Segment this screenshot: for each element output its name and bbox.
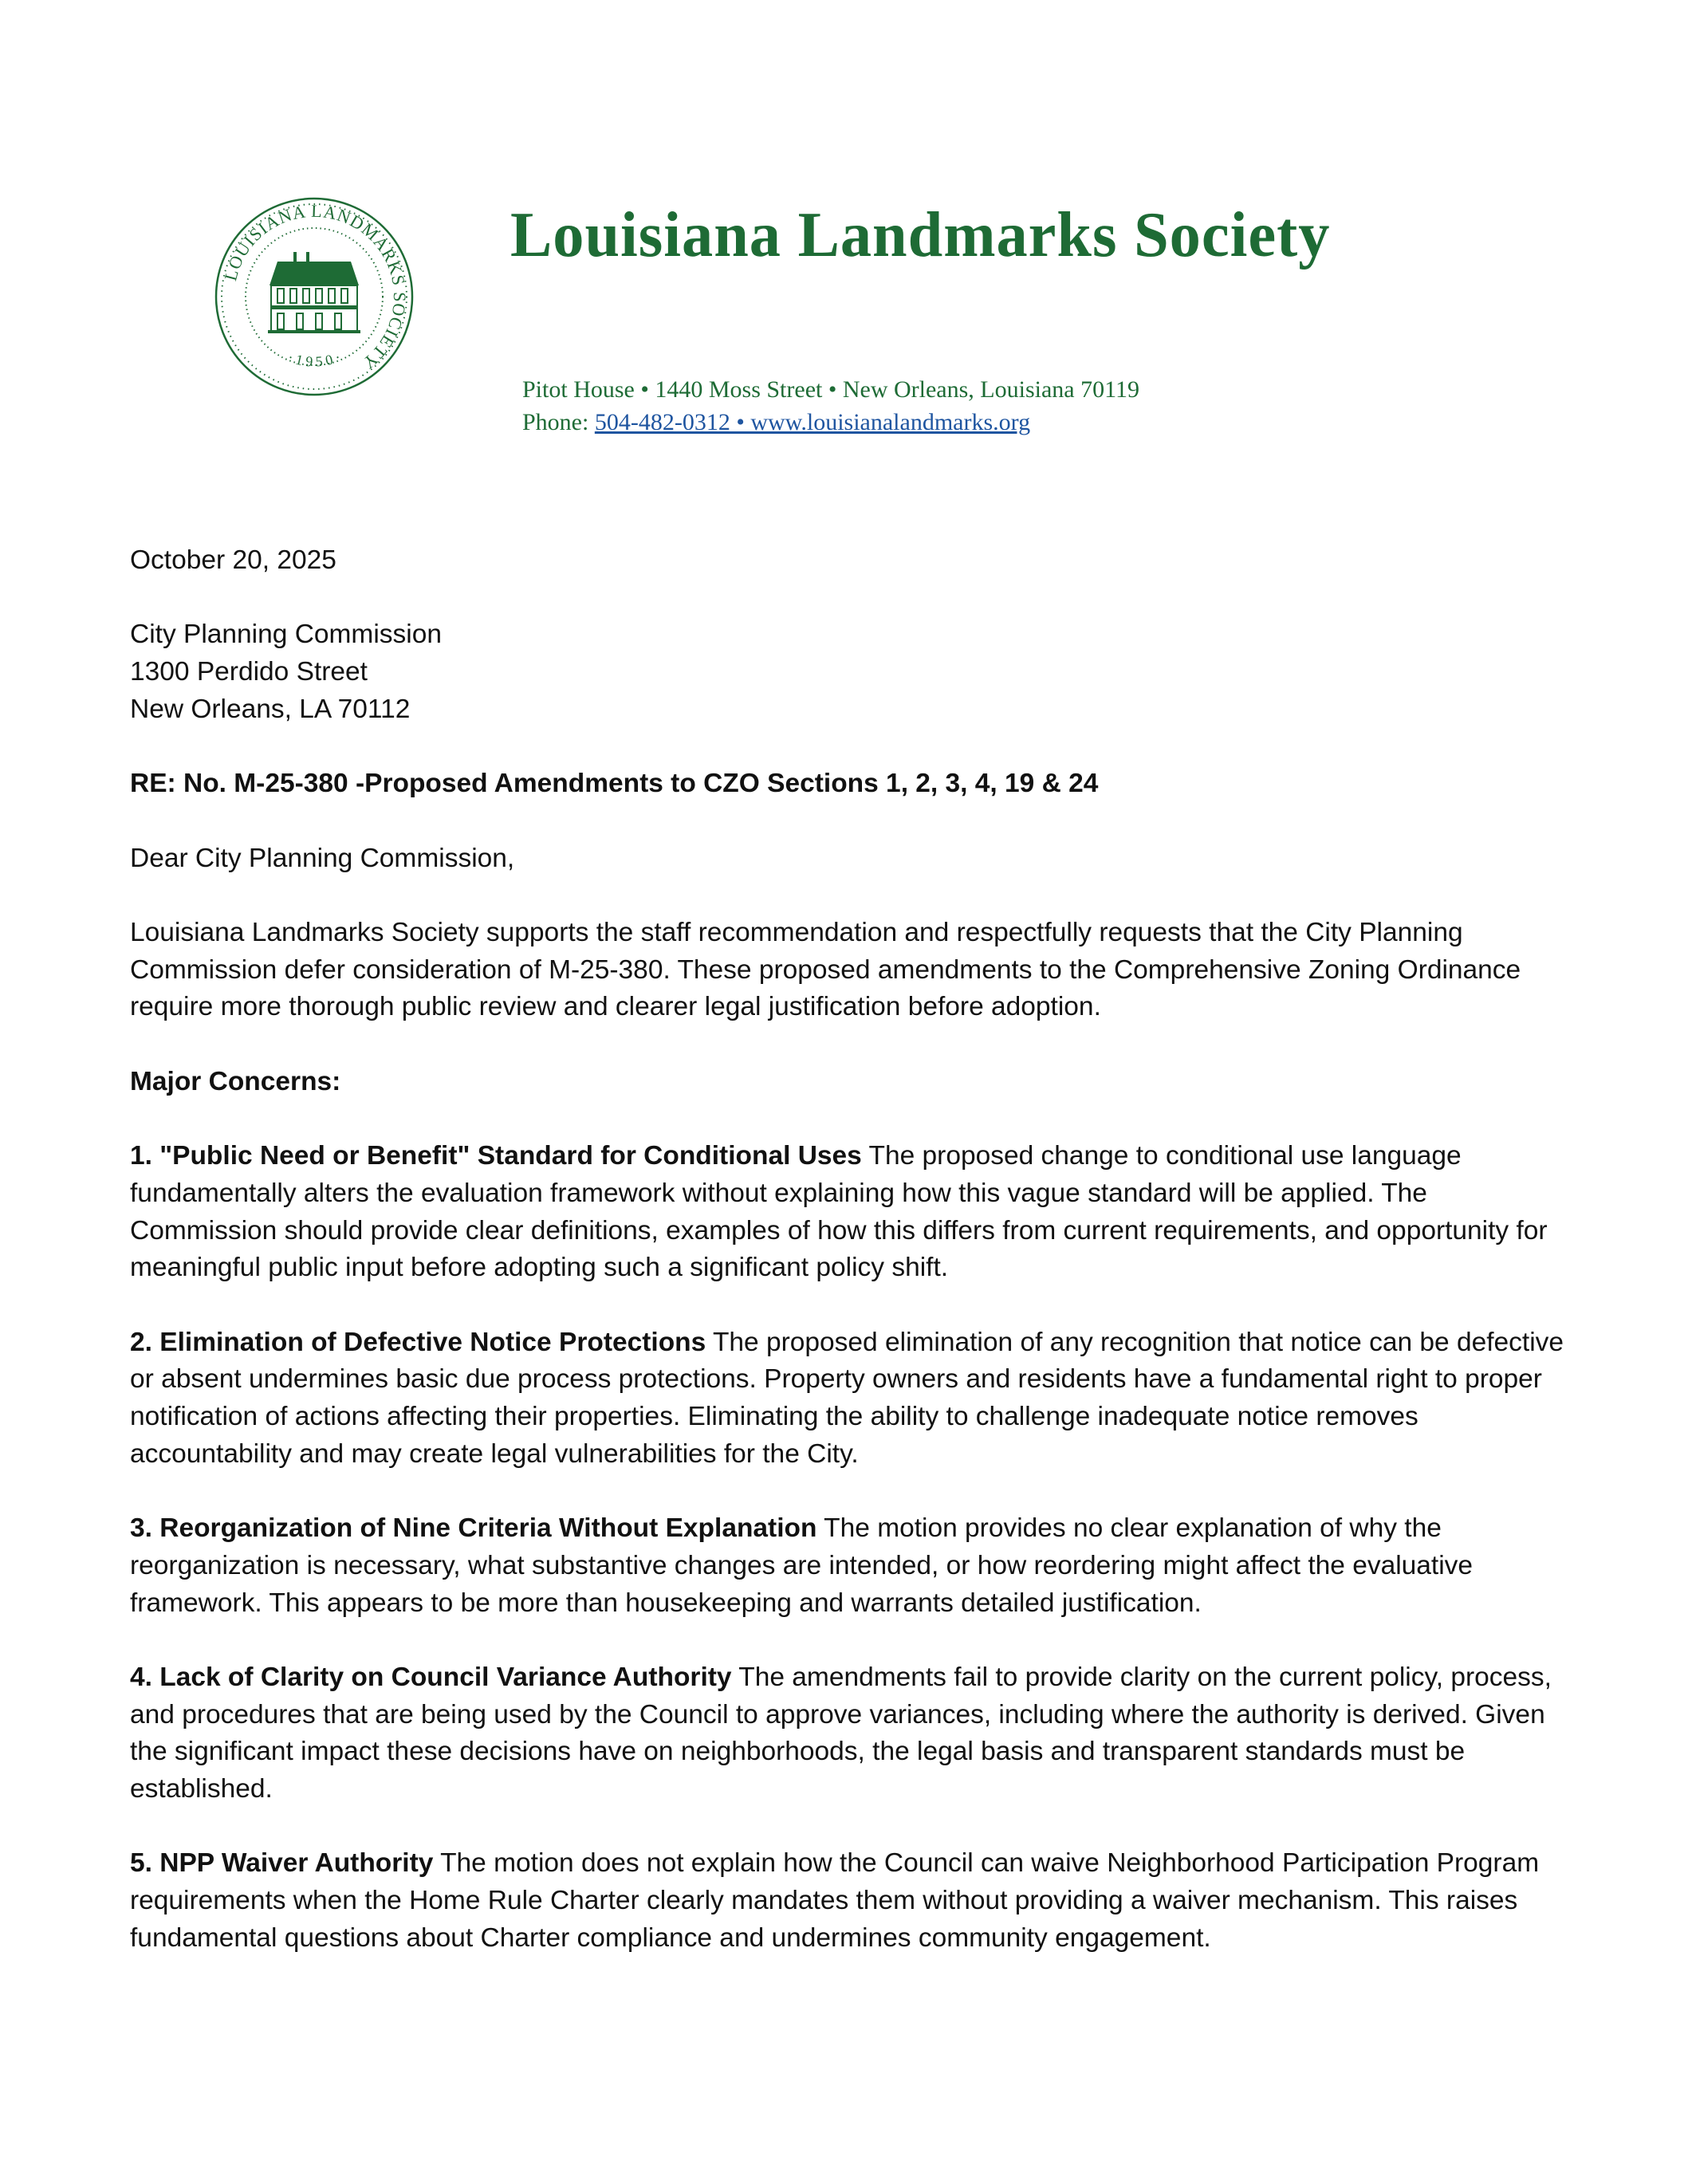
concern-title: 4. Lack of Clarity on Council Variance Authority <box>130 1662 732 1692</box>
phone-label: Phone: <box>522 409 595 435</box>
concern-title: 2. Elimination of Defective Notice Protections <box>130 1327 706 1357</box>
phone-website-link[interactable]: 504-482-0312 • www.louisianalandmarks.org <box>594 409 1031 435</box>
concern-title: 1. "Public Need or Benefit" Standard for Conditional Uses <box>130 1141 862 1171</box>
re-line: RE: No. M-25-380 -Proposed Amendments to CZO Sections 1, 2, 3, 4, 19 & 24 <box>130 769 1099 799</box>
intro-paragraph: Louisiana Landmarks Society supports the staff recommendation and respectfully requests that the City Planning Commission defer consideration of M-25-380. These proposed amendments to the Comprehensive Zoning Ordinance require more thorough public review and clearer legal justification before adoption. <box>130 917 1521 1022</box>
letter-body <box>130 542 1565 1958</box>
seal-text: LOUISIANA LANDMARKS SOCIETY <box>220 200 411 374</box>
letterhead-contact <box>522 409 1030 436</box>
concerns-heading: Major Concerns: <box>130 1066 341 1096</box>
concern-text: The proposed elimination of any recognition that notice can be defective or absent undermines basic due process protections. Property owners and residents have a fundamental right to proper notification of actions affecting their properties. Eliminating the ability to challenge inadequate notice removes accountability and may create legal vulnerabilities for the City. <box>130 1327 1564 1469</box>
concern-item <box>130 1510 1565 1622</box>
svg-text:LOUISIANA LANDMARKS SOCIETY <box>220 201 410 374</box>
concern-text: The proposed change to conditional use language fundamentally alters the evaluation framework without explaining how this vague standard will be applied. The Commission should provide clear definitions, examples of how this differs from current requirements, and opportunity for meaningful public input before adopting such a significant policy shift. <box>130 1141 1548 1283</box>
concern-text: The motion does not explain how the Council can waive Neighborhood Participation Program requirements when the Home Rule Charter clearly mandates them without providing a waiver mechanism. This raises fundamental questions about Charter compliance and undermines community engagement. <box>130 1848 1540 1953</box>
concern-title: 3. Reorganization of Nine Criteria Without Explanation <box>130 1513 817 1544</box>
seal-year: · 1 9 5 0 · <box>285 348 343 370</box>
society-seal-logo <box>214 196 415 397</box>
recipient-address <box>130 616 1565 728</box>
concern-text: The amendments fail to provide clarity on the current policy, process, and procedures that are being used by the Council to approve variances, including where the authority is derived. Given the significant impact these decisions have on neighborhoods, the legal basis and transparent standards must be established. <box>130 1662 1552 1804</box>
house-icon <box>268 252 360 333</box>
concern-text: The motion provides no clear explanation of why the reorganization is necessary, what substantive changes are intended, or how reordering might affect the evaluative framework. This appears to be more than housekeeping and warrants detailed justification. <box>130 1513 1474 1618</box>
recipient-line: 1300 Perdido Street <box>130 657 368 687</box>
letter-date: October 20, 2025 <box>130 545 336 575</box>
concern-item <box>130 1324 1565 1474</box>
concern-item <box>130 1659 1565 1808</box>
organization-name: Louisiana Landmarks Society <box>510 200 1331 270</box>
concern-item <box>130 1845 1565 1957</box>
recipient-line: New Orleans, LA 70112 <box>130 694 411 724</box>
salutation: Dear City Planning Commission, <box>130 843 515 873</box>
concern-title: 5. NPP Waiver Authority <box>130 1848 434 1879</box>
concern-item <box>130 1138 1565 1287</box>
recipient-line: City Planning Commission <box>130 620 442 650</box>
svg-text:· 1 9 5 0 · <box>285 349 343 370</box>
letterhead-address: Pitot House • 1440 Moss Street • New Orleans, Louisiana 70119 <box>522 376 1139 403</box>
